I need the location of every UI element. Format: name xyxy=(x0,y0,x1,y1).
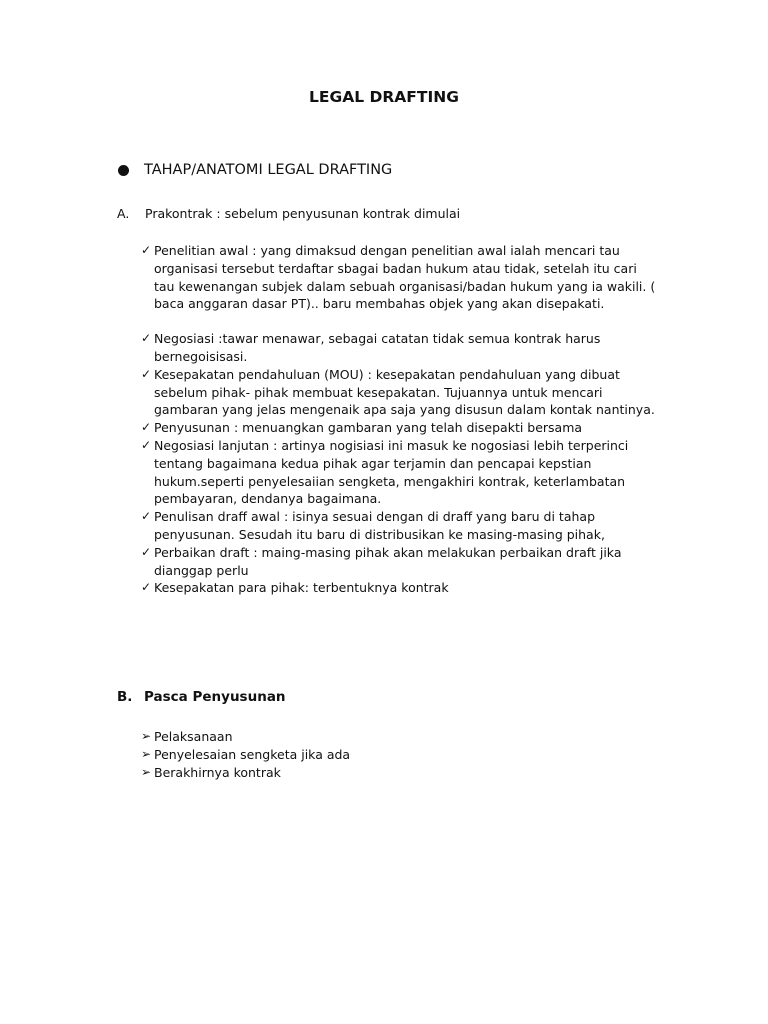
part-a-list xyxy=(141,242,661,597)
bullet-dot-icon xyxy=(118,165,129,176)
list-item xyxy=(141,437,661,508)
section-heading xyxy=(118,162,392,178)
section-heading-text: TAHAP/ANATOMI LEGAL DRAFTING xyxy=(144,162,393,178)
list-item-text: Penyusunan : menuangkan gambaran yang telah disepakti bersama xyxy=(154,420,583,436)
check-icon: ✓ xyxy=(141,366,152,381)
check-icon: ✓ xyxy=(141,580,152,595)
list-item xyxy=(141,544,661,580)
part-b-label: Pasca Penyusunan xyxy=(144,689,286,705)
check-icon: ✓ xyxy=(141,420,152,435)
arrow-icon: ➢ xyxy=(141,764,152,779)
list-item xyxy=(141,508,661,544)
part-a-label: Prakontrak : sebelum penyusunan kontrak dimulai xyxy=(145,206,461,221)
list-item xyxy=(141,746,661,764)
list-item xyxy=(141,419,661,437)
list-item-text: Penulisan draff awal : isinya sesuai dengan di draff yang baru di tahap penyusunan. Sesudah itu baru di distribusikan ke masing-masing pihak, xyxy=(154,509,605,542)
part-a-letter: A. xyxy=(117,206,130,221)
check-icon: ✓ xyxy=(141,509,152,524)
list-item-text: Penyelesaian sengketa jika ada xyxy=(154,746,351,762)
list-item-text: Pelaksanaan xyxy=(154,729,233,744)
part-b-heading xyxy=(117,689,286,705)
list-item-text: Negosiasi :tawar menawar, sebagai catatan tidak semua kontrak harus bernegoisisasi. xyxy=(154,331,601,364)
check-icon: ✓ xyxy=(141,331,152,346)
check-icon: ✓ xyxy=(141,437,152,452)
list-item xyxy=(141,242,661,313)
list-item-text: Penelitian awal : yang dimaksud dengan penelitian awal ialah mencari tau organisasi tersebut terdaftar sbagai badan hukum atau tidak, setelah itu cari tau kewenangan subjek dalam sebuah organisasi/badan hukum yang ia wakili. ( baca anggaran dasar PT).. baru membahas objek yang akan disepakati. xyxy=(154,243,656,312)
check-icon: ✓ xyxy=(141,243,152,257)
list-item xyxy=(141,728,661,746)
arrow-icon: ➢ xyxy=(141,746,152,761)
document-title: LEGAL DRAFTING xyxy=(309,88,459,106)
list-item xyxy=(141,579,661,597)
list-item-text: Kesepakatan para pihak: terbentuknya kontrak xyxy=(154,580,449,596)
list-item-text: Negosiasi lanjutan : artinya nogisiasi ini masuk ke nogosiasi lebih terperinci tentang bagaimana kedua pihak agar terjamin dan pencapai kepstian hukum.seperti penyelesaiian sengketa, mengakhiri kontrak, keterlambatan pembayaran, dendanya bagaimana. xyxy=(154,437,629,507)
list-item-text: Perbaikan draft : maing-masing pihak akan melakukan perbaikan draft jika dianggap perlu xyxy=(154,544,622,578)
list-spacer xyxy=(141,313,661,330)
part-b-list xyxy=(141,728,661,781)
list-item-text: Kesepakatan pendahuluan (MOU) : kesepakatan pendahuluan yang dibuat sebelum pihak- pihak membuat kesepakatan. Tujuannya untuk mencari gambaran yang jelas mengenaik apa saja yang disusun dalam kontak nantinya. xyxy=(154,366,655,418)
arrow-icon: ➢ xyxy=(141,729,152,743)
part-a-heading xyxy=(117,206,460,221)
list-item xyxy=(141,366,661,419)
list-item-text: Berakhirnya kontrak xyxy=(154,764,281,780)
part-b-letter: B. xyxy=(117,689,133,705)
list-item xyxy=(141,764,661,782)
list-item xyxy=(141,330,661,366)
check-icon: ✓ xyxy=(141,544,152,559)
